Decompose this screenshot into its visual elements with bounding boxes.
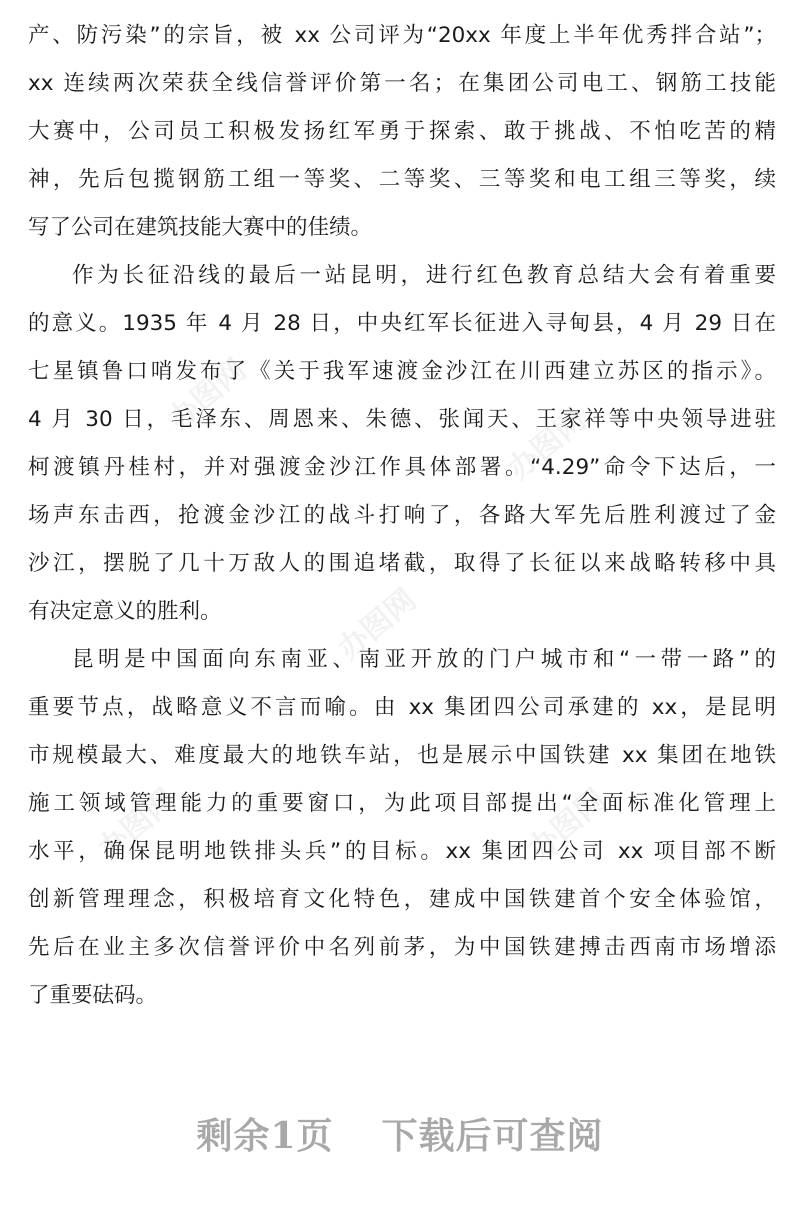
text-line: 七星镇鲁口哨发布了《关于我军速渡金沙江在川西建立苏区的指示》。 [28, 359, 776, 384]
paragraph [28, 636, 776, 1020]
paragraph [28, 252, 776, 636]
watermark: 办图网 [161, 352, 253, 438]
text-line: 水平，确保昆明地铁排头兵”的目标。xx 集团四公司 xx 项目部不断 [28, 839, 776, 864]
watermark: 办图网 [501, 402, 593, 488]
text-line: 产、防污染”的宗旨，被 xx 公司评为“20xx 年度上半年优秀拌合站”； [28, 23, 776, 48]
paragraph [28, 12, 776, 252]
watermark: 办图网 [331, 582, 423, 668]
text-line: 神，先后包揽钢筋工组一等奖、二等奖、三等奖和电工组三等奖，续 [28, 167, 776, 192]
text-line: 创新管理理念，积极培育文化特色，建成中国铁建首个安全体验馆， [28, 887, 776, 912]
download-to-view-label: 下载后可查阅 [381, 1115, 604, 1157]
remaining-pages-notice[interactable] [0, 1108, 800, 1159]
text-line: 写了公司在建筑技能大赛中的佳绩。 [28, 215, 373, 240]
text-line: 先后在业主多次信誉评价中名列前茅，为中国铁建搏击西南市场增添 [28, 935, 776, 960]
text-line: 重要节点，战略意义不言而喻。由 xx 集团四公司承建的 xx，是昆明 [28, 695, 776, 720]
text-line: 施工领域管理能力的重要窗口，为此项目部提出“全面标准化管理上 [28, 791, 776, 816]
remaining-pages-label: 剩余1页 [196, 1115, 334, 1157]
text-line: 了重要砝码。 [28, 983, 158, 1008]
document-body [28, 12, 776, 1020]
text-line: 的意义。1935 年 4 月 28 日，中央红军长征进入寻甸县，4 月 29 日在 [28, 311, 776, 336]
text-line: 有决定意义的胜利。 [28, 599, 222, 624]
text-line: 4 月 30 日，毛泽东、周恩来、朱德、张闻天、王家祥等中央领导进驻 [28, 407, 776, 432]
text-line: 沙江，摆脱了几十万敌人的围追堵截，取得了长征以来战略转移中具 [28, 551, 776, 576]
text-line: 柯渡镇丹桂村，并对强渡金沙江作具体部署。“4.29”命令下达后，一 [28, 455, 776, 480]
text-line: xx 连续两次荣获全线信誉评价第一名；在集团公司电工、钢筋工技能 [28, 71, 776, 96]
text-line: 昆明是中国面向东南亚、南亚开放的门户城市和“一带一路”的 [72, 647, 776, 672]
text-line: 市规模最大、难度最大的地铁车站，也是展示中国铁建 xx 集团在地铁 [28, 743, 776, 768]
watermark: 办图网 [521, 782, 613, 868]
watermark: 办图网 [91, 782, 183, 868]
text-line: 作为长征沿线的最后一站昆明，进行红色教育总结大会有着重要 [72, 263, 776, 288]
text-line: 场声东击西，抢渡金沙江的战斗打响了，各路大军先后胜利渡过了金 [28, 503, 776, 528]
text-line: 大赛中，公司员工积极发扬红军勇于探索、敢于挑战、不怕吃苦的精 [28, 119, 776, 144]
